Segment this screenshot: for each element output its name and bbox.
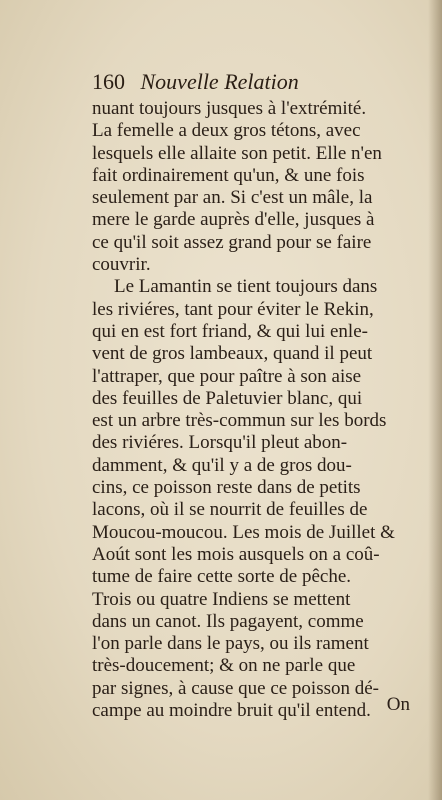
text-line: Trois ou quatre Indiens se mettent	[92, 588, 351, 610]
text-line: qui en est fort friand, & qui lui enle-	[92, 320, 368, 342]
text-line: cins, ce poisson reste dans de petits	[92, 477, 361, 499]
text-line: lesquels elle allaite son petit. Elle n'en	[92, 142, 382, 164]
text-line: tume de faire cette sorte de pêche.	[92, 566, 351, 588]
text-line: l'attraper, que pour paître à son aise	[92, 365, 362, 387]
text-line: Aoút sont les mois ausquels on a coû-	[92, 543, 380, 565]
text-line: seulement par an. Si c'est un mâle, la	[92, 187, 373, 209]
text-line: campe au moindre bruit qu'il entend.	[92, 700, 371, 722]
running-title: Nouvelle Relation	[140, 69, 299, 94]
text-block	[92, 98, 404, 722]
page-number: 160	[92, 69, 125, 94]
text-line: couvrir.	[92, 254, 151, 276]
text-line: lacons, où il se nourrit de feuilles de	[92, 499, 368, 521]
text-line: des riviéres. Lorsqu'il pleut abon-	[92, 432, 348, 454]
text-line: est un arbre très-commun sur les bords	[92, 410, 387, 432]
text-line: l'on parle dans le pays, ou ils rament	[92, 633, 369, 655]
text-line: damment, & qu'il y a de gros dou-	[92, 454, 352, 476]
running-header	[92, 70, 412, 94]
text-line: ce qu'il soit assez grand pour se faire	[92, 231, 372, 253]
text-line: les riviéres, tant pour éviter le Rekin,	[92, 298, 374, 320]
text-line: très-doucement; & on ne parle que	[92, 655, 356, 677]
paragraph-start-line: Le Lamantin se tient toujours dans	[114, 276, 378, 298]
text-line: mere le garde auprès d'elle, jusques à	[92, 209, 375, 231]
text-line: par signes, à cause que ce poisson dé-	[92, 677, 380, 699]
text-line: fait ordinairement qu'un, & une fois	[92, 164, 365, 186]
page-gutter-shadow	[428, 0, 442, 800]
text-line: des feuilles de Paletuvier blanc, qui	[92, 387, 363, 409]
text-line: nuant toujours jusques à l'extrémité.	[92, 98, 367, 119]
text-line: vent de gros lambeaux, quand il peut	[92, 343, 373, 365]
text-line: Moucou-moucou. Les mois de Juillet &	[92, 521, 395, 543]
catchword: On	[386, 694, 410, 715]
text-line: dans un canot. Ils pagayent, comme	[92, 610, 364, 632]
text-line: La femelle a deux gros tétons, avec	[92, 120, 361, 142]
